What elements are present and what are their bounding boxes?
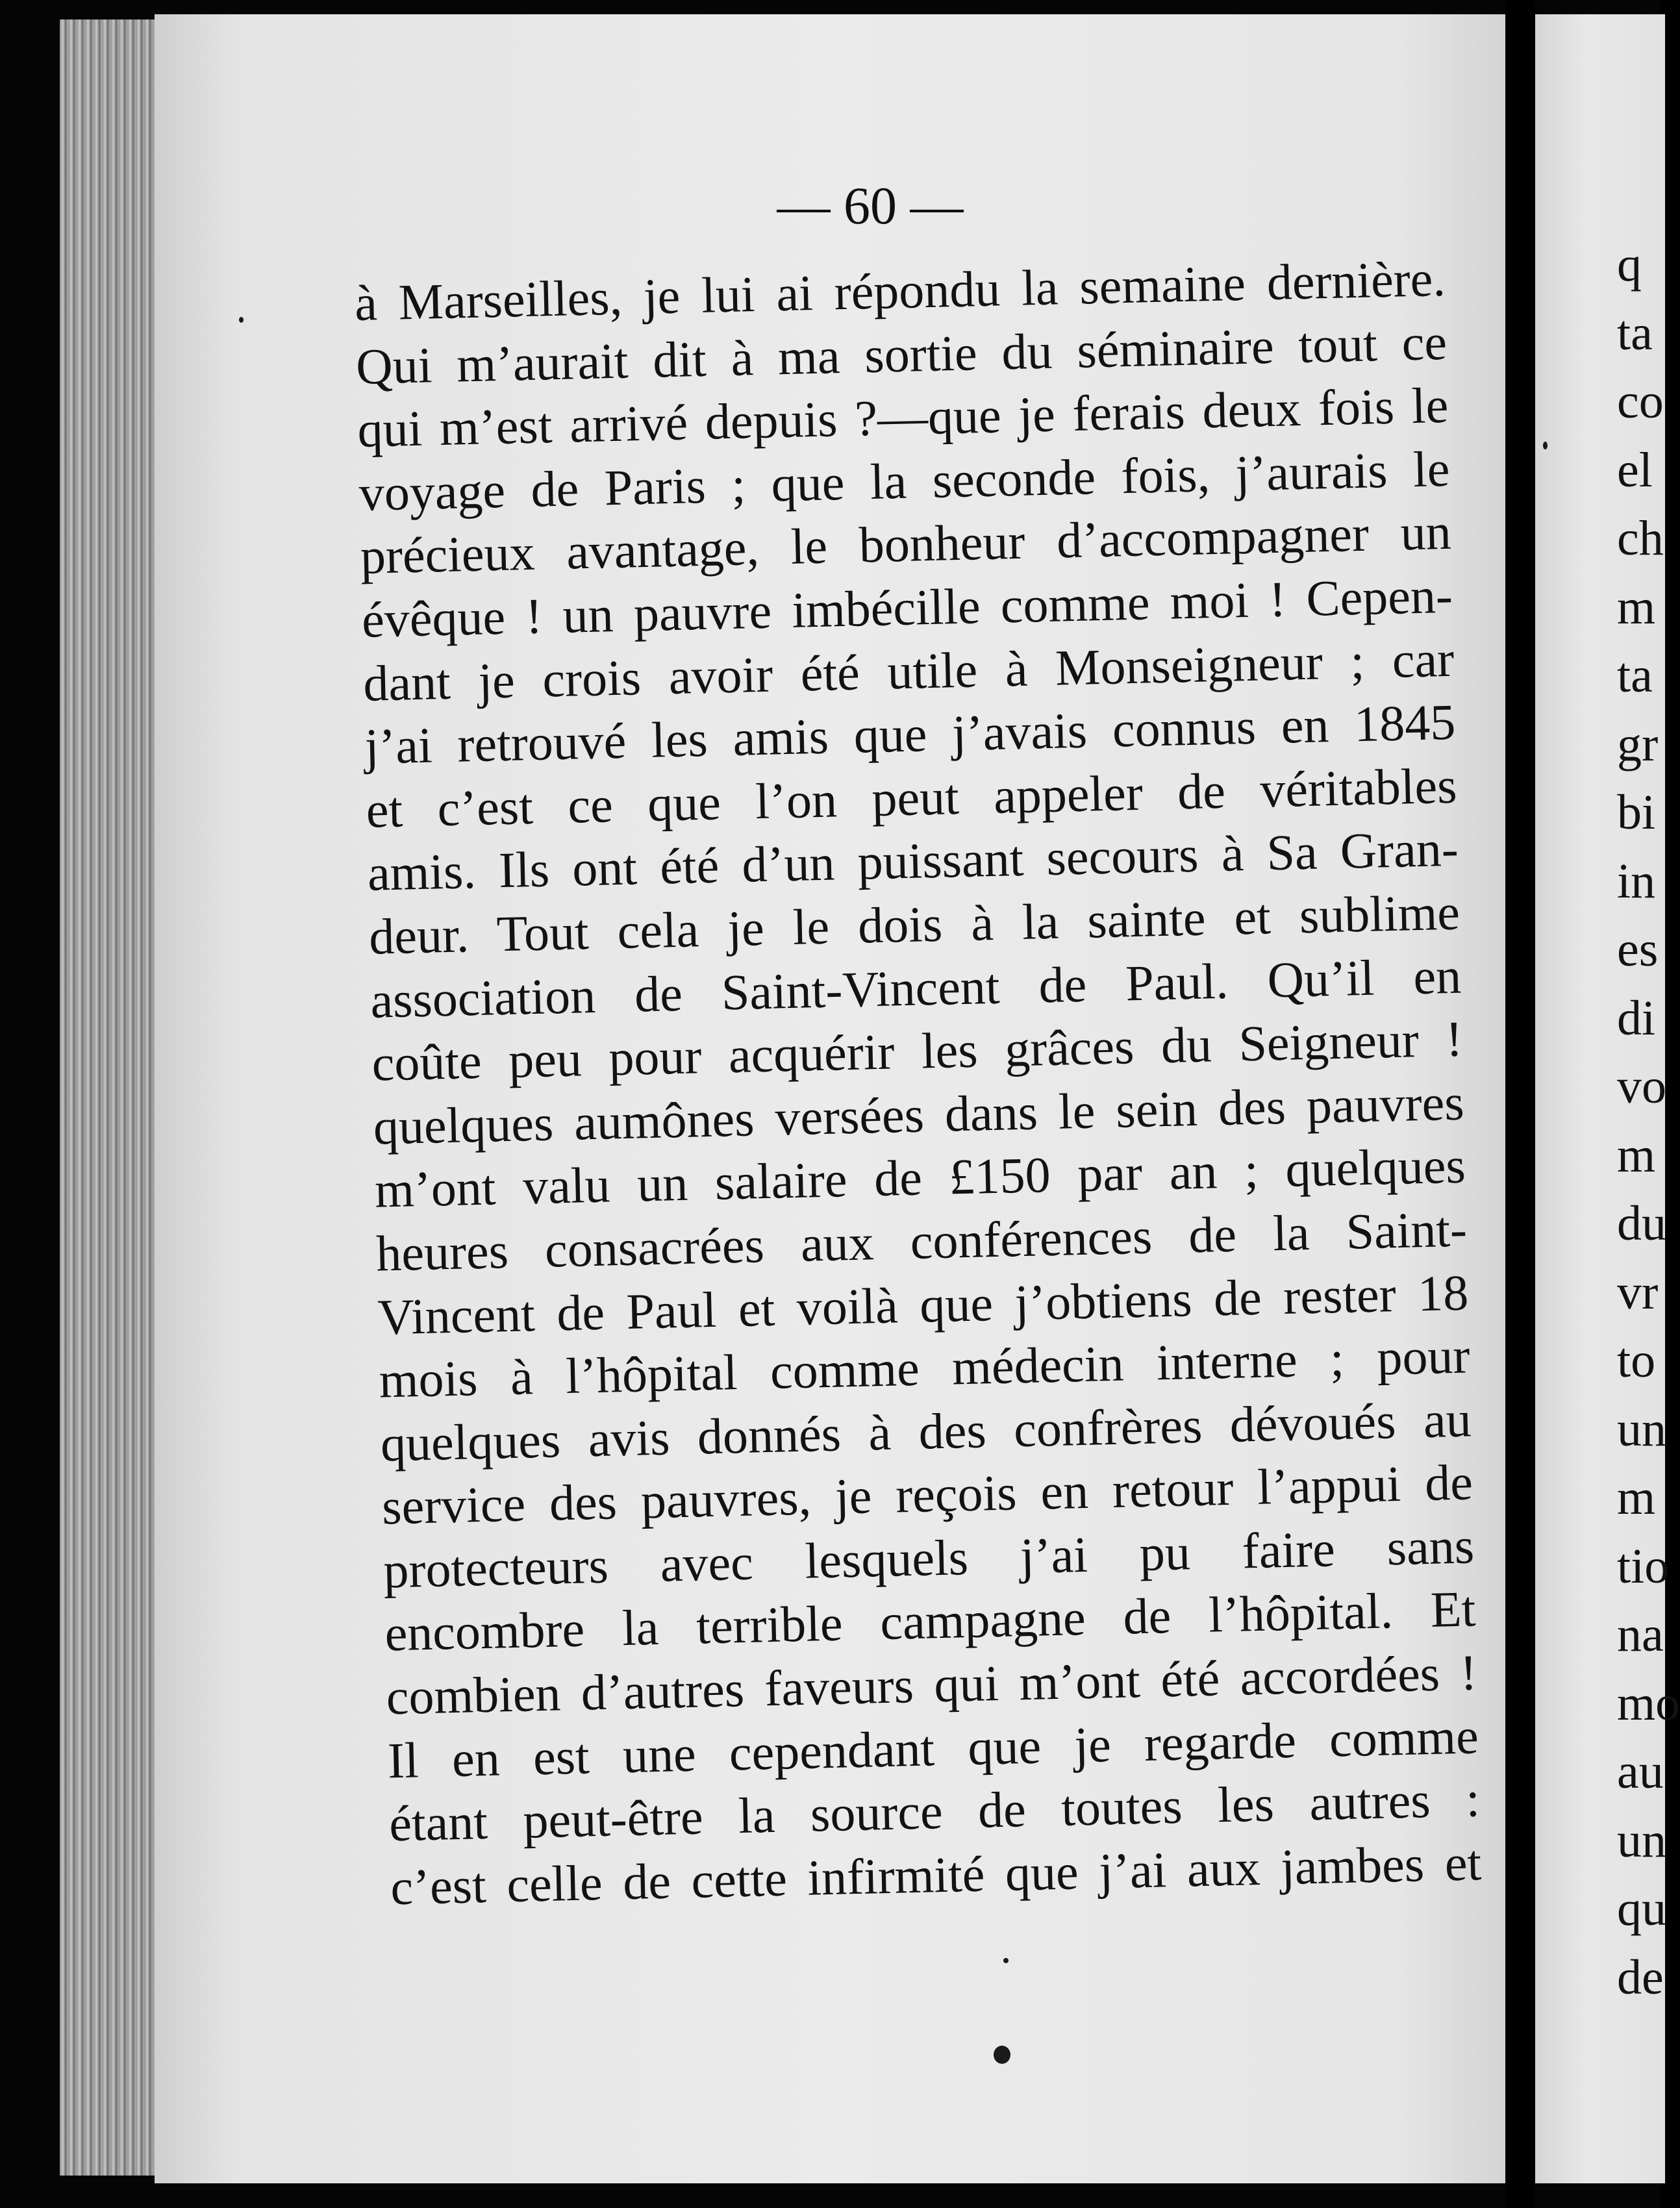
fragment-line: bi xyxy=(1617,785,1656,840)
ink-speck xyxy=(994,2046,1010,2064)
fragment-line: ta xyxy=(1617,648,1653,703)
fragment-line: qu xyxy=(1617,1881,1666,1936)
text-line: Qui m’aurait dit à ma sortie du séminaire tout ce xyxy=(355,313,1448,395)
ink-speck xyxy=(1003,1958,1009,1963)
fragment-line: na xyxy=(1617,1607,1664,1662)
fragment-line: to xyxy=(1617,1333,1656,1388)
fragment-line: de xyxy=(1617,1950,1664,2005)
fragment-line: di xyxy=(1617,990,1656,1046)
fragment-line: el xyxy=(1617,442,1653,497)
fragment-line: q xyxy=(1617,237,1642,292)
right-page-text-fragments xyxy=(1617,231,1680,2012)
fragment-line: m xyxy=(1617,1127,1656,1183)
fragment-line: ta xyxy=(1617,305,1653,360)
fragment-line: vo xyxy=(1617,1059,1666,1114)
text-line: deur. Tout cela je le dois à la sainte et sublime xyxy=(368,883,1461,965)
fragment-line: m xyxy=(1617,579,1656,634)
text-line: Vincent de Paul et voilà que j’obtiens de rester 18 xyxy=(377,1263,1470,1346)
page-number: — 60 — xyxy=(777,176,964,235)
text-line: j’ai retrouvé les amis que j’avais connus en 1845 xyxy=(364,693,1457,775)
text-line: et c’est ce que l’on peut appeler de véritables xyxy=(365,757,1458,838)
text-line: amis. Ils ont été d’un puissant secours à Sa Gran- xyxy=(367,820,1459,902)
text-line: encombre la terrible campagne de l’hôpital. Et xyxy=(384,1580,1477,1662)
fragment-line: un xyxy=(1617,1813,1666,1868)
text-line: protecteurs avec lesquels j’ai pu faire sans xyxy=(382,1517,1475,1599)
fragment-line: au xyxy=(1617,1744,1664,1799)
fragment-line: tio xyxy=(1617,1538,1670,1594)
text-line: dant je crois avoir été utile à Monseigneur ; car xyxy=(362,630,1455,712)
fragment-line: ch xyxy=(1617,511,1664,566)
text-line: combien d’autres faveurs qui m’ont été accordées ! xyxy=(385,1644,1478,1725)
ink-speck xyxy=(1543,442,1548,449)
page-edges xyxy=(60,19,157,2176)
text-line: quelques aumônes versées dans le sein des pauvres xyxy=(372,1073,1465,1155)
text-line: évêque ! un pauvre imbécille comme moi ! Cepen- xyxy=(361,566,1453,648)
text-line: coûte peu pour acquérir les grâces du Seigneur ! xyxy=(371,1010,1464,1092)
ink-speck xyxy=(239,317,244,323)
text-line: précieux avantage, le bonheur d’accompagner un xyxy=(359,503,1452,585)
fragment-line: m xyxy=(1617,1470,1656,1525)
text-line: quelques avis donnés à des confrères dévoués au xyxy=(379,1390,1472,1472)
text-line: étant peut-être la source de toutes les autres : xyxy=(388,1770,1481,1852)
text-line: association de Saint-Vincent de Paul. Qu’il en xyxy=(370,947,1462,1029)
fragment-line: in xyxy=(1617,853,1656,909)
fragment-line: vr xyxy=(1617,1264,1659,1320)
body-text xyxy=(354,247,1482,1919)
text-line: à Marseilles, je lui ai répondu la semaine dernière. xyxy=(354,249,1446,331)
fragment-line: gr xyxy=(1617,716,1659,772)
text-line: service des pauvres, je reçois en retour l’appui de xyxy=(381,1453,1473,1535)
text-line: heures consacrées aux conférences de la Saint- xyxy=(375,1200,1468,1282)
fragment-line: co xyxy=(1617,374,1664,429)
fragment-line: un xyxy=(1617,1401,1666,1457)
text-line: voyage de Paris ; que la seconde fois, j’aurais le xyxy=(358,440,1451,521)
text-line: Il en est une cependant que je regarde comme xyxy=(387,1707,1479,1789)
text-line: c’est celle de cette infirmité que j’ai aux jambes et xyxy=(390,1834,1483,1916)
text-line: m’ont valu un salaire de £150 par an ; quelques xyxy=(374,1136,1466,1218)
fragment-line: mo xyxy=(1617,1675,1680,1731)
text-line: qui m’est arrivé depuis ?—que je ferais deux fois le xyxy=(357,377,1449,458)
fragment-line: es xyxy=(1617,922,1659,977)
fragment-line: du xyxy=(1617,1196,1666,1251)
text-line: mois à l’hôpital comme médecin interne ; pour xyxy=(378,1327,1471,1409)
book-gutter xyxy=(1505,0,1535,2208)
